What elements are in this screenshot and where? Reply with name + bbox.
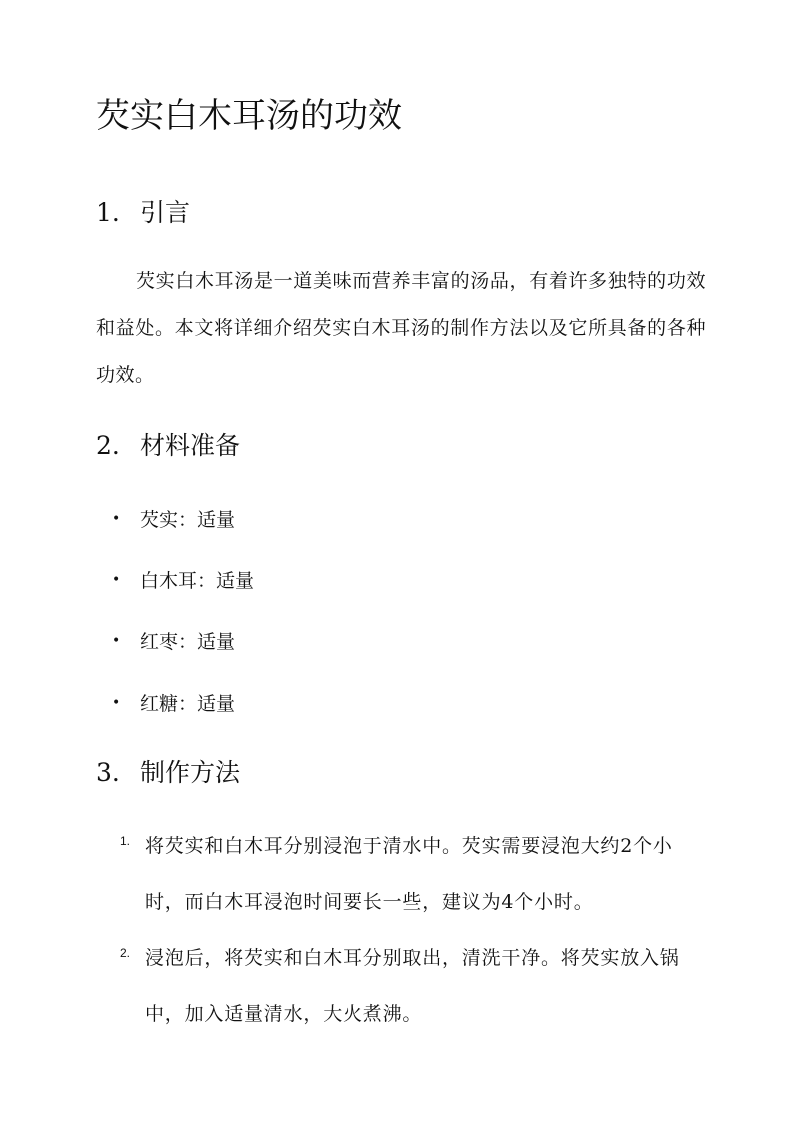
section-heading-materials [96,428,240,464]
step-number: 2. [120,946,131,960]
numbered-step [120,930,705,1042]
section-heading-method [96,755,240,791]
list-item-text: 红枣：适量 [140,631,236,653]
bullet-icon: • [112,695,121,711]
section-number: 3. [96,758,120,787]
step-text: 浸泡后，将芡实和白木耳分别取出，清洗干净。将芡实放入锅中，加入适量清水，大火煮沸。 [145,947,680,1025]
list-item [112,566,254,597]
section-number: 1. [96,198,120,227]
bullet-icon: • [112,633,121,649]
list-item [112,505,235,536]
list-item-text: 红糖：适量 [140,693,236,715]
bullet-icon: • [112,572,121,588]
section-title: 引言 [140,198,191,227]
list-item [112,689,235,720]
bullet-icon: • [112,511,121,527]
list-item-text: 芡实：适量 [140,509,236,531]
section-number: 2. [96,431,120,460]
list-item-text: 白木耳：适量 [140,570,255,592]
numbered-step [120,818,705,930]
step-text: 将芡实和白木耳分别浸泡于清水中。芡实需要浸泡大约2个小时，而白木耳浸泡时间要长一些，建议为4个小时。 [145,835,673,913]
section-heading-intro [96,195,190,231]
list-item [112,627,235,658]
step-number: 1. [120,834,131,848]
section-title: 制作方法 [140,758,241,787]
document-title: 芡实白木耳汤的功效 [96,96,402,136]
section-title: 材料准备 [140,431,241,460]
intro-paragraph: 芡实白木耳汤是一道美味而营养丰富的汤品，有着许多独特的功效和益处。本文将详细介绍芡实白木耳汤的制作方法以及它所具备的各种功效。 [96,270,706,386]
